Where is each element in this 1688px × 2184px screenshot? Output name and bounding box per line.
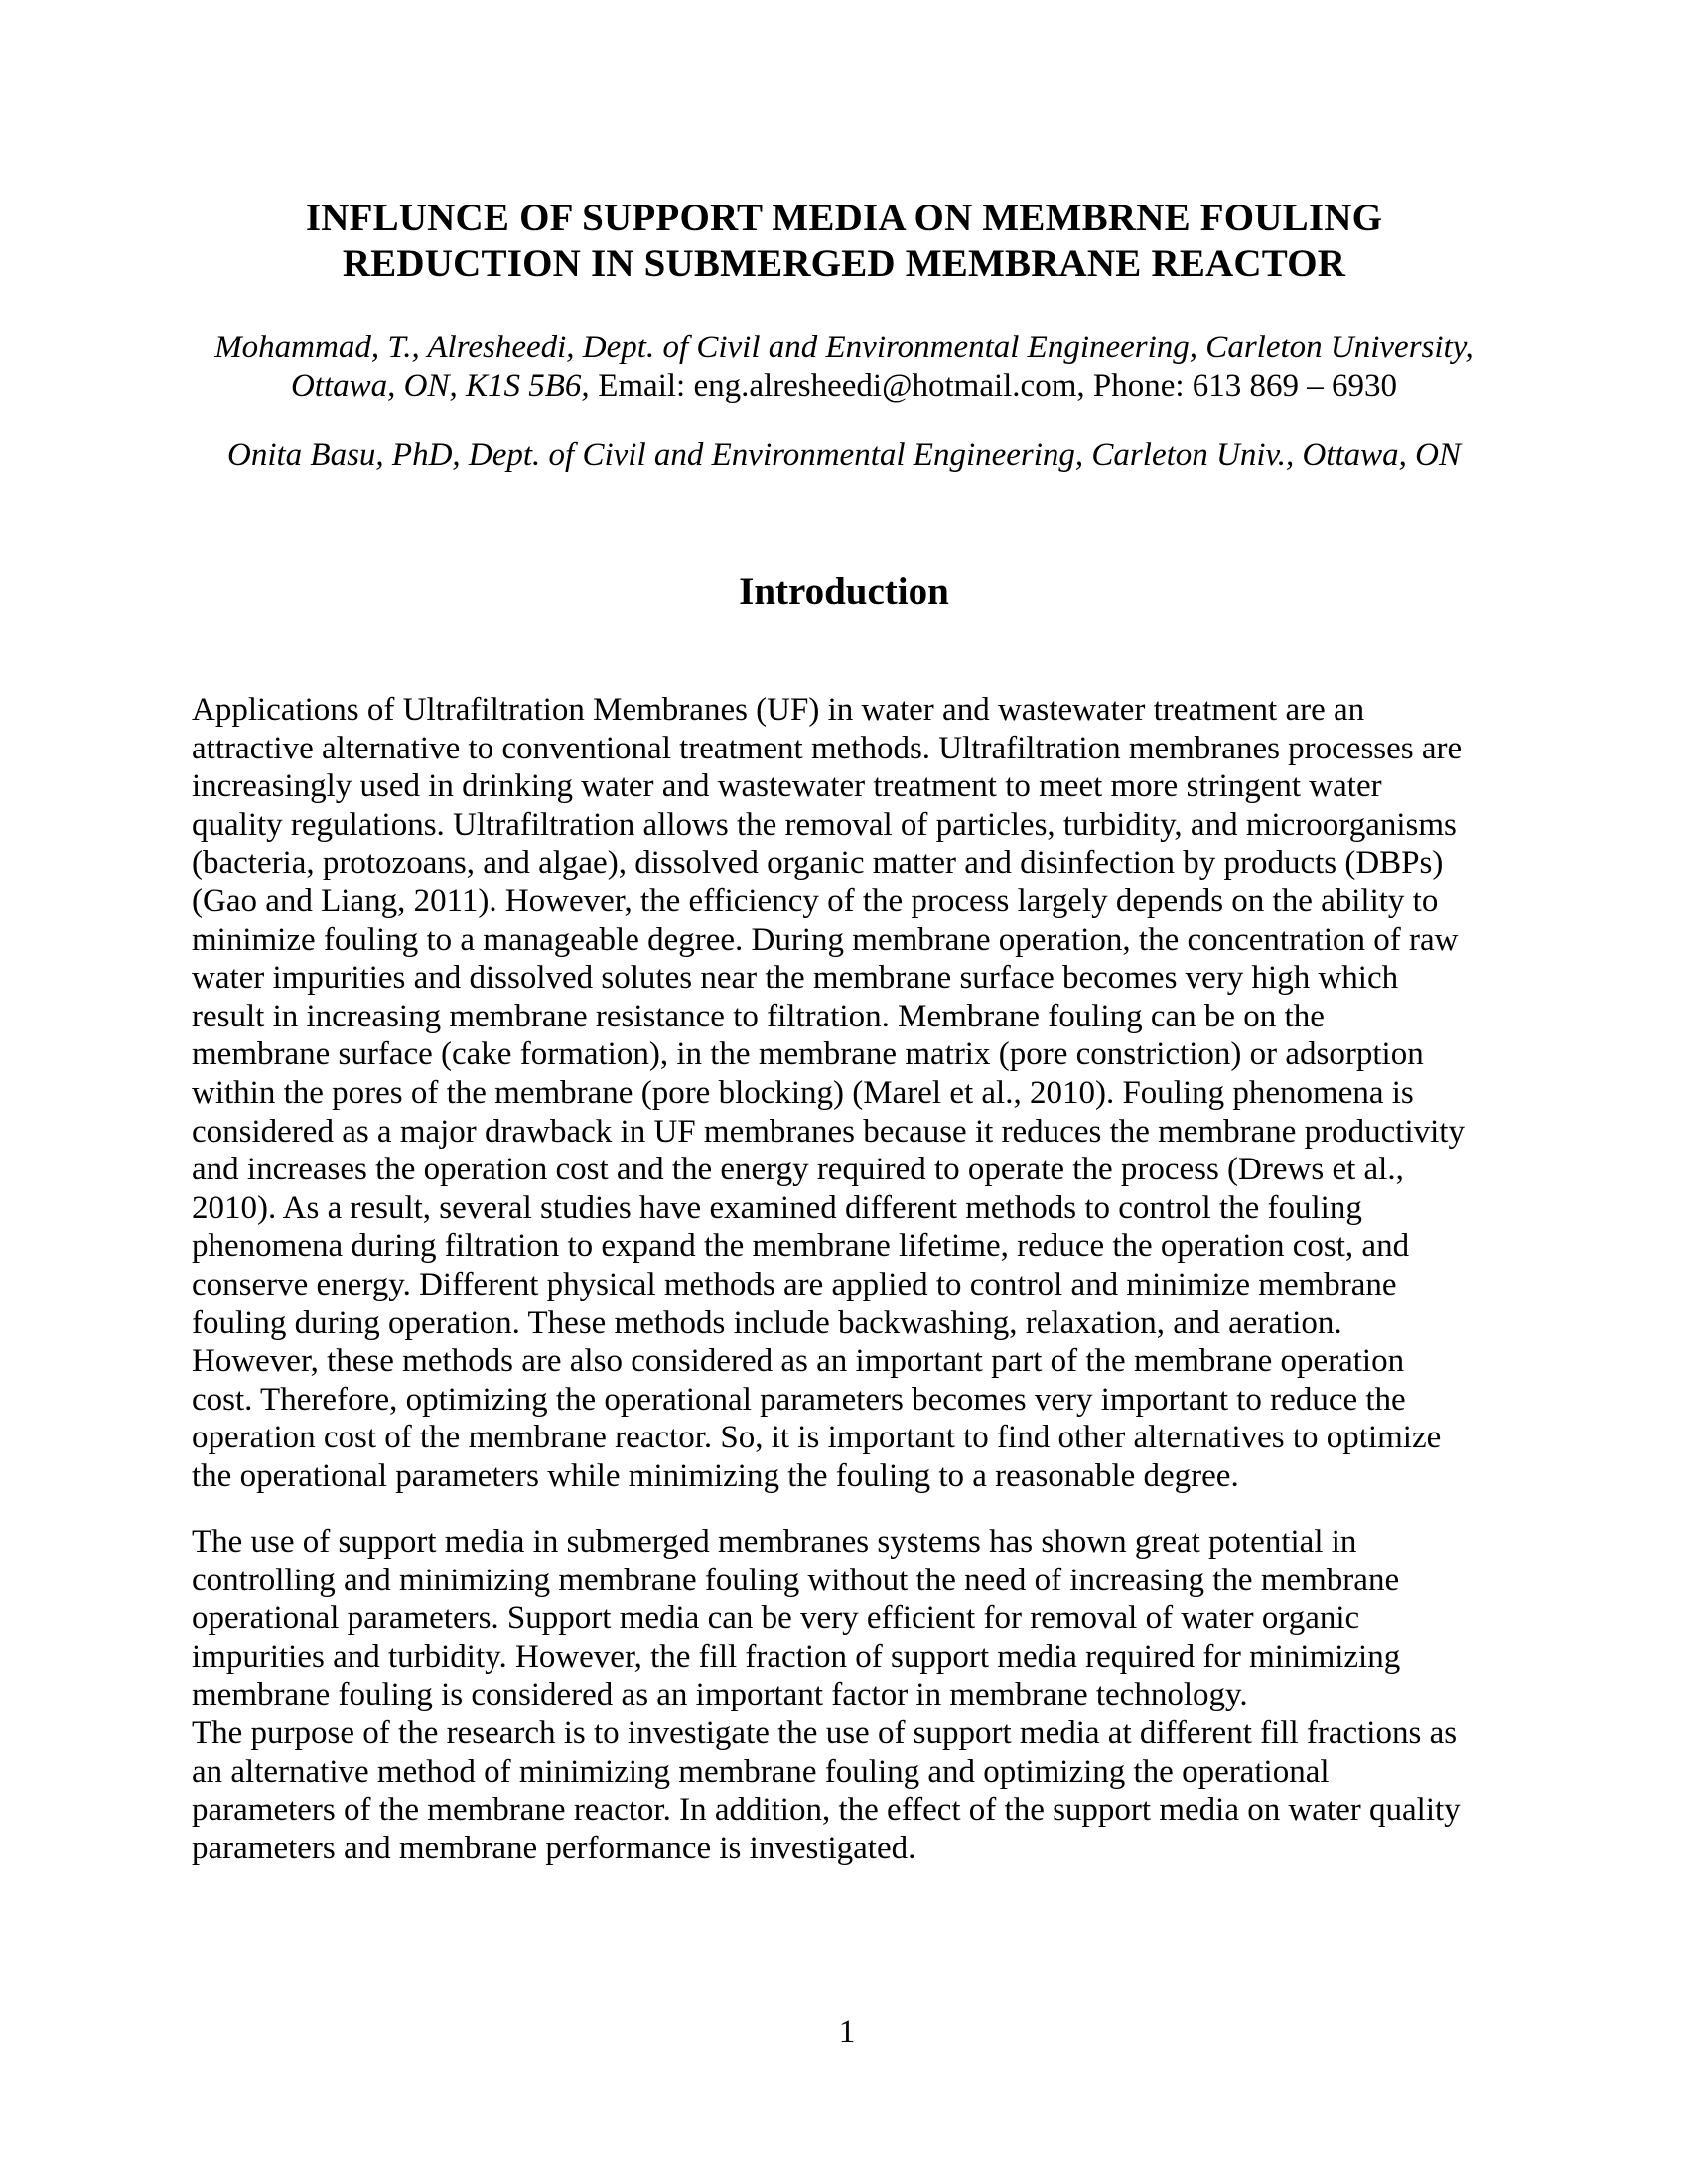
text-line: phenomena during filtration to expand the membrane lifetime, reduce the operation cost, and — [192, 1228, 1410, 1265]
text-line: attractive alternative to conventional treatment methods. Ultrafiltration membranes processes are — [192, 730, 1463, 766]
text-line: fouling during operation. These methods include backwashing, relaxation, and aeration. — [192, 1304, 1342, 1341]
paper-title — [0, 196, 1688, 287]
text-line: and increases the operation cost and the energy required to operate the process (Drews et al., — [192, 1152, 1404, 1188]
text-line: minimize fouling to a manageable degree. During membrane operation, the concentration of raw — [192, 921, 1459, 958]
text-line: membrane fouling is considered as an important factor in membrane technology. — [192, 1677, 1248, 1713]
text-line: The use of support media in submerged membranes systems has shown great potential in — [192, 1524, 1357, 1560]
paragraph-1 — [192, 691, 1512, 1495]
text-line: impurities and turbidity. However, the fill fraction of support media required for minimizing — [192, 1638, 1401, 1675]
text-line: operational parameters. Support media can be very efficient for removal of water organic — [192, 1600, 1360, 1637]
text-line: operation cost of the membrane reactor. So, it is important to find other alternatives to optimize — [192, 1420, 1442, 1456]
author-address: Ottawa, ON, K1S 5B6, — [290, 368, 590, 404]
text-line: controlling and minimizing membrane fouling without the need of increasing the membrane — [192, 1562, 1400, 1598]
author-affiliation-line-3: Onita Basu, PhD, Dept. of Civil and Environmental Engineering, Carleton Univ., Ottawa, ON — [227, 437, 1461, 473]
text-line: considered as a major drawback in UF membranes because it reduces the membrane productivity — [192, 1113, 1465, 1150]
page-number: 1 — [838, 2014, 856, 2050]
text-line: The purpose of the research is to investigate the use of support media at different fill fractions as — [192, 1714, 1458, 1751]
text-line: quality regulations. Ultrafiltration allows the removal of particles, turbidity, and microorganisms — [192, 806, 1457, 843]
author-affiliation-line-2 — [0, 367, 1688, 406]
text-line: parameters of the membrane reactor. In addition, the effect of the support media on water quality — [192, 1792, 1461, 1829]
text-line: within the pores of the membrane (pore blocking) (Marel et al., 2010). Fouling phenomena is — [192, 1074, 1414, 1111]
paper-title-line-1: INFLUNCE OF SUPPORT MEDIA ON MEMBRNE FOULING — [305, 197, 1383, 239]
text-line: (bacteria, protozoans, and algae), dissolved organic matter and disinfection by products (DBPs) — [192, 845, 1444, 882]
text-line: the operational parameters while minimizing the fouling to a reasonable degree. — [192, 1457, 1239, 1494]
text-line: water impurities and dissolved solutes near the membrane surface becomes very high which — [192, 960, 1399, 997]
text-line: membrane surface (cake formation), in the membrane matrix (pore constriction) or adsorption — [192, 1036, 1424, 1073]
text-line: 2010). As a result, several studies have examined different methods to control the fouling — [192, 1189, 1362, 1226]
author-block — [0, 329, 1688, 475]
text-line: (Gao and Liang, 2011). However, the efficiency of the process largely depends on the ability to — [192, 883, 1439, 919]
section-heading-introduction: Introduction — [739, 570, 949, 613]
text-line: an alternative method of minimizing membrane fouling and optimizing the operational — [192, 1753, 1330, 1790]
text-line: parameters and membrane performance is investigated. — [192, 1830, 916, 1866]
paper-title-line-2: REDUCTION IN SUBMERGED MEMBRANE REACTOR — [342, 242, 1346, 285]
text-line: conserve energy. Different physical methods are applied to control and minimize membrane — [192, 1266, 1397, 1302]
text-line: However, these methods are also considered as an important part of the membrane operation — [192, 1343, 1405, 1380]
text-line: cost. Therefore, optimizing the operational parameters becomes very important to reduce the — [192, 1381, 1406, 1418]
author-contact: Email: eng.alresheedi@hotmail.com, Phone: 613 869 – 6930 — [598, 368, 1398, 404]
text-line: Applications of Ultrafiltration Membranes (UF) in water and wastewater treatment are an — [192, 692, 1365, 728]
author-affiliation-line-1: Mohammad, T., Alresheedi, Dept. of Civil and Environmental Engineering, Carleton University, — [214, 330, 1474, 365]
text-line: result in increasing membrane resistance to filtration. Membrane fouling can be on the — [192, 998, 1325, 1034]
text-line: increasingly used in drinking water and wastewater treatment to meet more stringent water — [192, 768, 1382, 805]
paragraph-2 — [192, 1523, 1512, 1867]
